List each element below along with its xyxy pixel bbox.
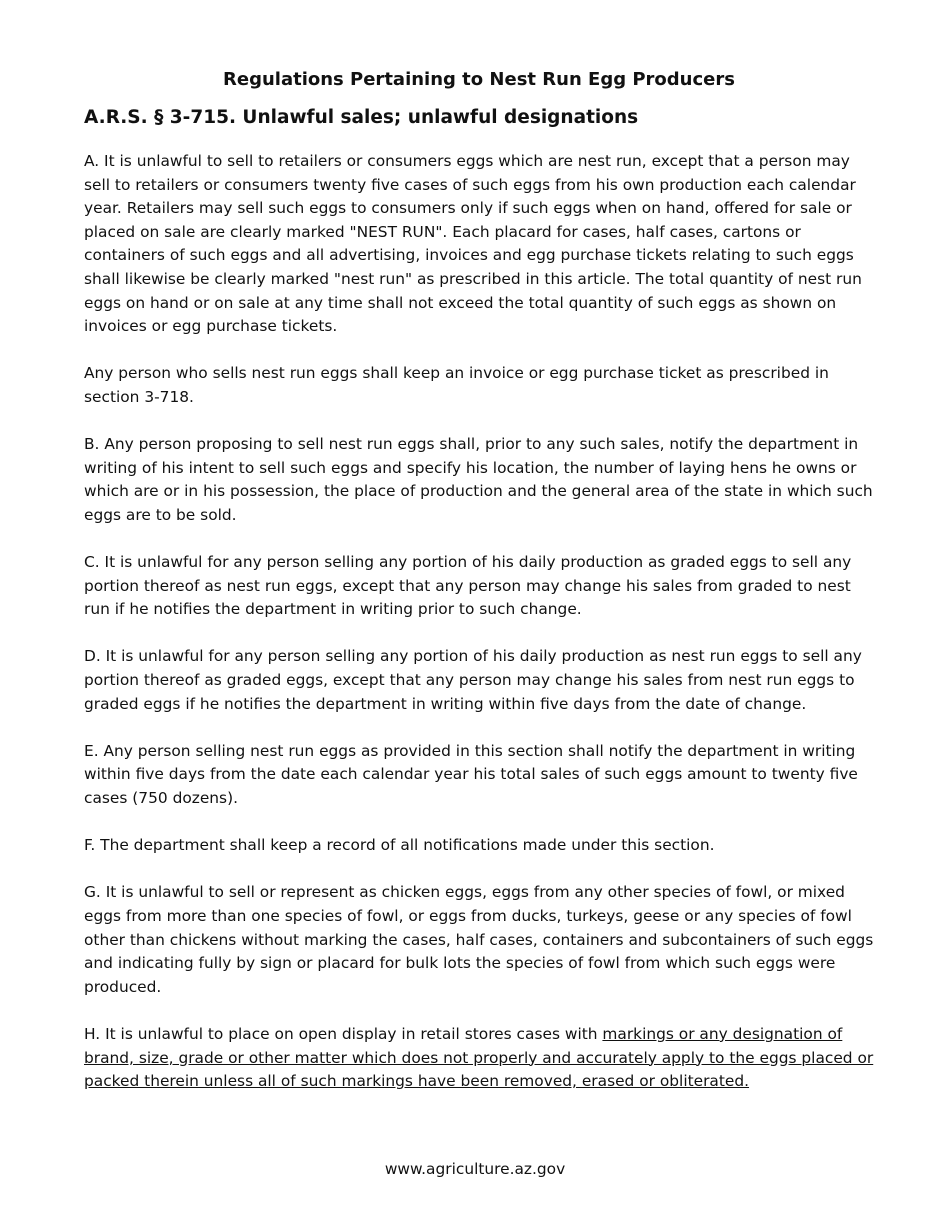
section-heading: A.R.S. § 3-715. Unlawful sales; unlawful designations — [84, 107, 639, 128]
paragraph-h-text: H. It is unlawful to place on open display in retail stores cases with — [84, 1024, 603, 1043]
paragraph-d: D. It is unlawful for any person selling any portion of his daily production as nest run eggs to sell any portion thereof as graded eggs, except that any person may change his sales from nest run eggs to graded eggs if he notifies the department in writing within five days from the date of change. — [84, 647, 862, 713]
paragraph-b: B. Any person proposing to sell nest run eggs shall, prior to any such sales, notify the department in writing of his intent to sell such eggs and specify his location, the number of laying hens he owns or which are or in his possession, the place of production and the general area of the state in which such eggs are to be sold. — [84, 435, 873, 524]
paragraph-c: C. It is unlawful for any person selling any portion of his daily production as graded eggs to sell any portion thereof as nest run eggs, except that any person may change his sales from graded to nest run if he notifies the department in writing prior to such change. — [84, 553, 852, 619]
document-title: Regulations Pertaining to Nest Run Egg Producers — [223, 69, 735, 90]
footer-url: www.agriculture.az.gov — [384, 1160, 566, 1178]
paragraph-e: E. Any person selling nest run eggs as provided in this section shall notify the department in writing within five days from the date each calendar year his total sales of such eggs amount to twenty five cases (750 dozens). — [84, 741, 858, 808]
paragraph-h — [84, 1023, 874, 1094]
document-page — [84, 66, 874, 1117]
paragraph-a-continued: Any person who sells nest run eggs shall keep an invoice or egg purchase ticket as prescribed in section 3-718. — [84, 364, 829, 406]
paragraph-a: A. It is unlawful to sell to retailers or consumers eggs which are nest run, except that a person may sell to retailers or consumers twenty five cases of such eggs from his own production each calendar year. Retailers may sell such eggs to consumers only if such eggs when on hand, offered for sale or placed on sale are clearly marked "NEST RUN". Each placard for cases, half cases, cartons or containers of such eggs and all advertising, invoices and egg purchase tickets relating to such eggs shall likewise be clearly marked "nest run" as prescribed in this article. The total quantity of nest run eggs on hand or on sale at any time shall not exceed the total quantity of such eggs as shown on invoices or egg purchase tickets. — [84, 152, 862, 336]
paragraph-h-underlined-text: markings or any designation of brand, size, grade or other matter which does not properly and accurately apply to the eggs placed or packed therein unless all of such markings have been removed, erased or obliterated. — [84, 1024, 874, 1091]
paragraph-g: G. It is unlawful to sell or represent as chicken eggs, eggs from any other species of fowl, or mixed eggs from more than one species of fowl, or eggs from ducks, turkeys, geese or any species of fowl other than chickens without marking the cases, half cases, containers and subcontainers of such eggs and indicating fully by sign or placard for bulk lots the species of fowl from which such eggs were produced. — [84, 883, 874, 996]
paragraph-f: F. The department shall keep a record of all notifications made under this section. — [84, 836, 715, 855]
